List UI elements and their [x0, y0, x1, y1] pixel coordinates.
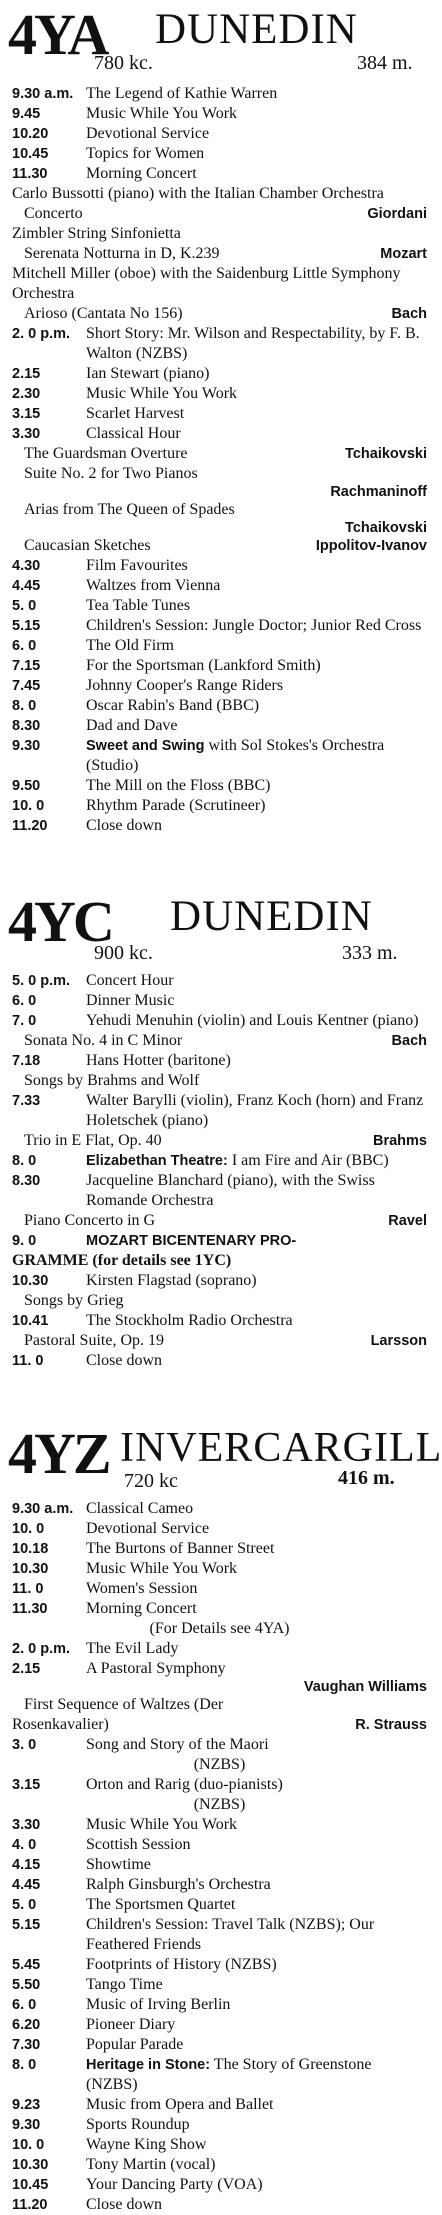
- programme-title: Tango Time: [86, 1976, 163, 1993]
- programme-title: Scarlet Harvest: [86, 405, 185, 422]
- programme-title: Close down: [86, 2196, 162, 2213]
- programme-entry: [12, 2035, 427, 2055]
- programme-entry: [12, 556, 427, 576]
- programme-title: Classical Cameo: [86, 1500, 194, 1517]
- programme-time: 11. 0: [12, 1581, 44, 1597]
- programme-entry: [12, 776, 427, 796]
- programme-entry: [12, 1975, 427, 1995]
- programme-entry: [12, 84, 427, 104]
- programme-time: 7. 0: [12, 1013, 37, 1029]
- programme-detail: Songs by Grieg: [24, 1292, 124, 1309]
- programme-time: 11.30: [12, 166, 48, 182]
- callsign: 4YZ: [8, 1421, 109, 1486]
- programme-time: 2. 0 p.m.: [12, 326, 71, 342]
- station-4yz: [0, 1421, 442, 2215]
- programme-time: 10. 0: [12, 2137, 45, 2153]
- programme-time: 5. 0: [12, 598, 37, 614]
- programme-detail: Arioso (Cantata No 156) Bach: [24, 305, 427, 322]
- programme-title: Devotional Service: [86, 1520, 210, 1537]
- composer: Tchaikovski: [345, 520, 427, 536]
- programme-entry: [12, 124, 427, 144]
- programme-entry: [12, 1171, 427, 1211]
- station-header: [0, 889, 437, 971]
- programme-entry: [12, 1519, 427, 1539]
- programme-title: The Burtons of Banner Street: [86, 1540, 275, 1557]
- programme-entry: [12, 656, 427, 676]
- programme-detail: Suite No. 2 for Two Pianos: [24, 465, 198, 482]
- programme-title: Sports Roundup: [86, 2116, 190, 2133]
- frequency: 900 kc.: [94, 942, 153, 964]
- programme-detail: Concerto Giordani: [24, 205, 427, 222]
- programme-title: For the Sportsman (Lankford Smith): [86, 657, 321, 674]
- programme-entry: [12, 2155, 427, 2175]
- programme-time: 10.30: [12, 1561, 49, 1577]
- programme-title: Tony Martin (vocal): [86, 2156, 216, 2173]
- programme-entry: [12, 324, 427, 364]
- programme-time: 8. 0: [12, 698, 37, 714]
- programme-detail: Sonata No. 4 in C Minor Bach: [24, 1032, 427, 1049]
- programme-time: 4.30: [12, 558, 41, 574]
- composer: Tchaikovski: [345, 446, 427, 462]
- composer: Giordani: [367, 206, 427, 222]
- programme-entry: [12, 736, 427, 776]
- programme-time: 3.15: [12, 406, 41, 422]
- programme-entry: [12, 1915, 427, 1955]
- programme-entry: [12, 1151, 427, 1171]
- programme-time: 10. 0: [12, 1521, 45, 1537]
- programme-time: 11.30: [12, 1601, 48, 1617]
- programme-entry: [12, 1579, 427, 1599]
- programme-detail: First Sequence of Waltzes (Der: [24, 1696, 224, 1713]
- programme-time: 9.45: [12, 106, 41, 122]
- composer: Rachmaninoff: [330, 484, 427, 500]
- programme-entry: [12, 2015, 427, 2035]
- programme-time: 10.45: [12, 2177, 49, 2193]
- programme-time: 2.15: [12, 366, 41, 382]
- programme-title: A Pastoral Symphony: [86, 1660, 226, 1677]
- programme-title: The Evil Lady: [86, 1640, 179, 1657]
- programme-feature: Sweet and Swing: [86, 738, 205, 754]
- programme-entry: [12, 1599, 427, 1619]
- programme-time: 10.45: [12, 146, 49, 162]
- programme-entry: [12, 364, 427, 384]
- programme-entry: [12, 1875, 427, 1895]
- programme-time: 6. 0: [12, 1997, 37, 2013]
- programme-list: [0, 84, 437, 836]
- programme-entry: [12, 1775, 427, 1795]
- programme-time: 10.41: [12, 1313, 49, 1329]
- programme-detail: (NZBS): [193, 1796, 246, 1813]
- programme-time: 9.30: [12, 2117, 41, 2133]
- programme-time: 4. 0: [12, 1837, 37, 1853]
- programme-entry: [12, 1659, 427, 1679]
- programme-title: Short Story: Mr. Wilson and Respectability, by F. B. Walton (NZBS): [86, 325, 420, 362]
- composer: Vaughan Williams: [303, 1679, 427, 1695]
- programme-time: 7.18: [12, 1053, 41, 1069]
- composer: R. Strauss: [355, 1717, 427, 1733]
- programme-entry: [12, 2175, 427, 2195]
- programme-title-rest: I am Fire and Air (BBC): [227, 1152, 389, 1169]
- programme-title: Oscar Rabin's Band (BBC): [86, 697, 260, 714]
- programme-time: 7.33: [12, 1093, 41, 1109]
- programme-title-rest: with Sol Stokes's Orchestra (Studio): [86, 737, 385, 774]
- programme-time: 9.23: [12, 2097, 41, 2113]
- programme-title: Jacqueline Blanchard (piano), with the Swiss Romande Orchestra: [86, 1172, 375, 1209]
- programme-title: Scottish Session: [86, 1836, 191, 1853]
- programme-entry: [12, 636, 427, 656]
- programme-entry: [12, 971, 427, 991]
- programme-detail: Zimbler String Sinfonietta: [12, 225, 181, 242]
- programme-entry: [12, 1351, 427, 1371]
- programme-title: The Mill on the Floss (BBC): [86, 777, 271, 794]
- programme-time: 2.15: [12, 1661, 41, 1677]
- programme-entry: [12, 2095, 427, 2115]
- programme-time: 2. 0 p.m.: [12, 1641, 71, 1657]
- programme-title: Classical Hour: [86, 425, 181, 442]
- programme-entry: [12, 576, 427, 596]
- programme-title: Popular Parade: [86, 2036, 184, 2053]
- programme-time: 8. 0: [12, 2057, 37, 2073]
- station-4ya: [0, 2, 437, 836]
- programme-entry: [12, 2195, 427, 2215]
- programme-title: [86, 1151, 427, 1171]
- programme-entry: [12, 2055, 427, 2095]
- programme-time: 3.30: [12, 1817, 41, 1833]
- composer: Ippolitov-Ivanov: [315, 538, 427, 554]
- programme-detail: Trio in E Flat, Op. 40 Brahms: [24, 1132, 427, 1149]
- programme-title: Music from Opera and Ballet: [86, 2096, 274, 2113]
- programme-entry: [12, 796, 427, 816]
- programme-entry: [12, 716, 427, 736]
- composer: Bach: [391, 1033, 427, 1049]
- programme-title: Showtime: [86, 1856, 151, 1873]
- programme-detail: Serenata Notturna in D, K.239 Mozart: [24, 245, 427, 262]
- programme-time: 10.30: [12, 2157, 49, 2173]
- programme-title: Wayne King Show: [86, 2136, 207, 2153]
- programme-title: Morning Concert: [86, 1600, 197, 1617]
- programme-title-rest: The Story of Greenstone (NZBS): [86, 2056, 372, 2093]
- programme-time: 8. 0: [12, 1153, 37, 1169]
- programme-title: Pioneer Diary: [86, 2016, 176, 2033]
- programme-entry: [12, 1231, 427, 1251]
- programme-title: Music While You Work: [86, 385, 238, 402]
- programme-title: The Stockholm Radio Orchestra: [86, 1312, 293, 1329]
- programme-title: Close down: [86, 1352, 162, 1369]
- programme-title: Music of Irving Berlin: [86, 1996, 231, 2013]
- programme-entry: [12, 1955, 427, 1975]
- programme-title: [86, 736, 427, 776]
- city-name: INVERCARGILL: [120, 1425, 442, 1471]
- programme-entry: [12, 676, 427, 696]
- programme-title: Waltzes from Vienna: [86, 577, 221, 594]
- composer: Bach: [391, 306, 427, 322]
- programme-entry: [12, 1639, 427, 1659]
- programme-title: Rhythm Parade (Scrutineer): [86, 797, 266, 814]
- wavelength: 384 m.: [357, 52, 413, 74]
- station-header: [0, 2, 437, 84]
- programme-title: The Old Firm: [86, 637, 174, 654]
- programme-detail: Mitchell Miller (oboe) with the Saidenburg Little Symphony Orchestra: [12, 265, 401, 302]
- callsign: 4YC: [8, 889, 112, 954]
- programme-detail: Pastoral Suite, Op. 19 Larsson: [24, 1332, 427, 1349]
- programme-title: Walter Barylli (violin), Franz Koch (horn) and Franz Holetschek (piano): [86, 1092, 424, 1129]
- programme-title: Concert Hour: [86, 972, 174, 989]
- programme-entry: [12, 1735, 427, 1755]
- programme-detail: Carlo Bussotti (piano) with the Italian Chamber Orchestra: [12, 185, 384, 202]
- programme-time: 5.50: [12, 1977, 41, 1993]
- programme-time: 4.15: [12, 1857, 41, 1873]
- programme-entry: [12, 1895, 427, 1915]
- programme-time: 8.30: [12, 718, 41, 734]
- programme-detail: Rosenkavalier) R. Strauss: [12, 1716, 427, 1733]
- programme-time: 6.20: [12, 2017, 41, 2033]
- programme-time: 7.30: [12, 2037, 41, 2053]
- programme-detail: Arias from The Queen of Spades: [24, 501, 235, 518]
- programme-title: MOZART BICENTENARY PRO-: [86, 1233, 297, 1249]
- programme-entry: [12, 384, 427, 404]
- programme-title: Tea Table Tunes: [86, 597, 191, 614]
- station-4yc: [0, 889, 437, 1371]
- programme-entry: [12, 1855, 427, 1875]
- programme-title: Song and Story of the Maori: [86, 1736, 269, 1753]
- programme-entry: [12, 1011, 427, 1031]
- composer: Larsson: [370, 1333, 427, 1349]
- programme-title: Music While You Work: [86, 1816, 238, 1833]
- programme-title: Hans Hotter (baritone): [86, 1052, 231, 1069]
- programme-time: 5.15: [12, 618, 41, 634]
- programme-title: The Sportsmen Quartet: [86, 1896, 236, 1913]
- programme-time: 9.30 a.m.: [12, 1501, 74, 1517]
- programme-entry: [12, 616, 427, 636]
- programme-time: 9. 0: [12, 1233, 37, 1249]
- programme-title: Ralph Ginsburgh's Orchestra: [86, 1876, 271, 1893]
- callsign: 4YA: [8, 2, 107, 67]
- programme-entry: [12, 2115, 427, 2135]
- programme-entry: [12, 1539, 427, 1559]
- programme-time: 9.30 a.m.: [12, 86, 74, 102]
- city-name: DUNEDIN: [170, 893, 373, 940]
- programme-detail: Piano Concerto in G Ravel: [24, 1212, 427, 1229]
- programme-entry: [12, 164, 427, 184]
- programme-title: Devotional Service: [86, 125, 210, 142]
- programme-time: 7.45: [12, 678, 41, 694]
- programme-detail: (NZBS): [193, 1756, 246, 1773]
- programme-time: 4.45: [12, 578, 41, 594]
- programme-title: Your Dancing Party (VOA): [86, 2176, 263, 2193]
- programme-entry: [12, 1835, 427, 1855]
- programme-title: Footprints of History (NZBS): [86, 1956, 277, 1973]
- programme-title: Ian Stewart (piano): [86, 365, 210, 382]
- programme-time: 3.30: [12, 426, 41, 442]
- programme-title: Morning Concert: [86, 165, 197, 182]
- programme-entry: [12, 104, 427, 124]
- programme-title: The Legend of Kathie Warren: [86, 85, 278, 102]
- programme-time: 11.20: [12, 818, 48, 834]
- programme-detail: Songs by Brahms and Wolf: [24, 1072, 200, 1089]
- programme-time: 10.20: [12, 126, 49, 142]
- programme-time: 10.30: [12, 1273, 49, 1289]
- programme-time: 6. 0: [12, 993, 37, 1009]
- programme-title: [86, 2055, 427, 2095]
- programme-entry: [12, 1815, 427, 1835]
- city-name: DUNEDIN: [155, 6, 358, 53]
- programme-title: Children's Session: Travel Talk (NZBS); Our Feathered Friends: [86, 1916, 375, 1953]
- programme-entry: [12, 1091, 427, 1131]
- programme-time: 2.30: [12, 386, 41, 402]
- programme-time: 5. 0: [12, 1897, 37, 1913]
- station-header: [0, 1421, 442, 1499]
- programme-time: 11.20: [12, 2197, 48, 2213]
- programme-time: 4.45: [12, 1877, 41, 1893]
- programme-title: Music While You Work: [86, 1560, 238, 1577]
- programme-title: Children's Session: Jungle Doctor; Junior Red Cross: [86, 617, 422, 634]
- programme-time: 5.45: [12, 1957, 41, 1973]
- programme-title: Music While You Work: [86, 105, 238, 122]
- programme-feature: Elizabethan Theatre:: [86, 1153, 228, 1169]
- programme-entry: [12, 1995, 427, 2015]
- composer: Ravel: [388, 1213, 427, 1229]
- programme-title: Women's Session: [86, 1580, 198, 1597]
- programme-time: 3. 0: [12, 1737, 37, 1753]
- programme-entry: [12, 2135, 427, 2155]
- programme-entry: [12, 144, 427, 164]
- programme-list: [0, 1499, 437, 2215]
- frequency: 720 kc: [124, 1470, 178, 1492]
- programme-detail: Caucasian Sketches Ippolitov-Ivanov: [24, 537, 427, 554]
- programme-title: Kirsten Flagstad (soprano): [86, 1272, 257, 1289]
- programme-entry: [12, 696, 427, 716]
- programme-title: Yehudi Menuhin (violin) and Louis Kentner (piano): [86, 1012, 419, 1029]
- programme-time: 5.15: [12, 1917, 41, 1933]
- programme-time: 9.30: [12, 738, 41, 754]
- programme-entry: [12, 1271, 427, 1291]
- programme-title: Topics for Women: [86, 145, 205, 162]
- programme-entry: [12, 1559, 427, 1579]
- programme-time: 5. 0 p.m.: [12, 973, 71, 989]
- programme-detail: The Guardsman Overture Tchaikovski: [24, 445, 427, 462]
- wavelength: 416 m.: [338, 1467, 395, 1489]
- programme-time: 6. 0: [12, 638, 37, 654]
- programme-title: Dad and Dave: [86, 717, 178, 734]
- wavelength: 333 m.: [342, 942, 398, 964]
- programme-time: 9.50: [12, 778, 41, 794]
- programme-entry: [12, 1499, 427, 1519]
- programme-time: 10. 0: [12, 798, 45, 814]
- programme-entry: [12, 1051, 427, 1071]
- programme-entry: [12, 1311, 427, 1331]
- programme-list: [0, 971, 437, 1371]
- programme-time: 8.30: [12, 1173, 41, 1189]
- composer: Brahms: [373, 1133, 427, 1149]
- programme-detail: (For Details see 4YA): [149, 1620, 290, 1637]
- programme-time: 7.15: [12, 658, 41, 674]
- programme-entry: [12, 816, 427, 836]
- programme-time: 11. 0: [12, 1353, 44, 1369]
- programme-feature: Heritage in Stone:: [86, 2057, 211, 2073]
- programme-detail: GRAMME (for details see 1YC): [12, 1252, 232, 1269]
- programme-title: Johnny Cooper's Range Riders: [86, 677, 284, 694]
- programme-entry: [12, 991, 427, 1011]
- programme-entry: [12, 404, 427, 424]
- programme-entry: [12, 424, 427, 444]
- programme-time: 10.18: [12, 1541, 49, 1557]
- programme-title: Close down: [86, 817, 162, 834]
- programme-title: Film Favourites: [86, 557, 188, 574]
- programme-title: Orton and Rarig (duo-pianists): [86, 1776, 283, 1793]
- composer: Mozart: [380, 246, 427, 262]
- programme-time: 3.15: [12, 1777, 41, 1793]
- frequency: 780 kc.: [94, 52, 153, 74]
- programme-title: Dinner Music: [86, 992, 175, 1009]
- programme-entry: [12, 596, 427, 616]
